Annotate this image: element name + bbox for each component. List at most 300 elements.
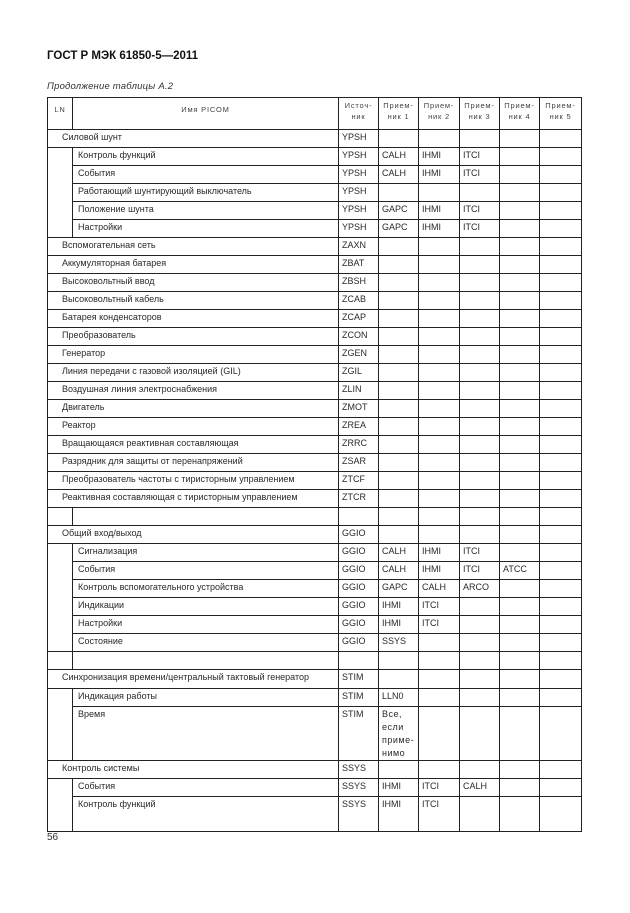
table-row <box>48 202 582 220</box>
picom-name: Время <box>73 707 339 761</box>
receiver-4-cell <box>500 166 540 184</box>
receiver-1-cell <box>379 526 419 544</box>
source-cell: SSYS <box>339 797 379 832</box>
receiver-5-cell <box>540 256 582 274</box>
receiver-2-cell <box>419 761 460 779</box>
receiver-4-cell <box>500 580 540 598</box>
picom-name: Контроль системы <box>48 761 339 779</box>
receiver-5-cell <box>540 616 582 634</box>
picom-name: Разрядник для защиты от перенапряжений <box>48 454 339 472</box>
table-row <box>48 346 582 364</box>
receiver-4-cell <box>500 544 540 562</box>
ln-cell <box>48 202 73 220</box>
receiver-1-cell <box>379 256 419 274</box>
receiver-3-cell <box>460 761 500 779</box>
source-cell: STIM <box>339 689 379 707</box>
receiver-4-cell <box>500 292 540 310</box>
table-row <box>48 364 582 382</box>
receiver-1-cell <box>379 328 419 346</box>
receiver-5-cell <box>540 779 582 797</box>
receiver-3-cell <box>460 652 500 670</box>
table-row <box>48 670 582 689</box>
receiver-2-cell <box>419 689 460 707</box>
receiver-1-cell: Все, если приме-нимо <box>379 707 419 761</box>
receiver-5-cell <box>540 472 582 490</box>
picom-name: Реактор <box>48 418 339 436</box>
receiver-2-cell <box>419 346 460 364</box>
table-row <box>48 616 582 634</box>
source-cell: ZSAR <box>339 454 379 472</box>
receiver-3-cell <box>460 310 500 328</box>
picom-name: Настройки <box>73 616 339 634</box>
receiver-5-cell <box>540 400 582 418</box>
table-row <box>48 274 582 292</box>
picom-name: Генератор <box>48 346 339 364</box>
receiver-4-cell <box>500 184 540 202</box>
receiver-1-cell <box>379 508 419 526</box>
receiver-2-cell <box>419 400 460 418</box>
ln-cell <box>48 508 73 526</box>
receiver-4-cell <box>500 202 540 220</box>
receiver-3-cell <box>460 472 500 490</box>
receiver-5-cell <box>540 689 582 707</box>
table-row <box>48 382 582 400</box>
receiver-4-cell <box>500 689 540 707</box>
picom-name: Контроль функций <box>73 797 339 832</box>
receiver-5-cell <box>540 490 582 508</box>
receiver-3-cell: ITCI <box>460 202 500 220</box>
receiver-3-cell: ITCI <box>460 148 500 166</box>
receiver-3-cell <box>460 707 500 761</box>
receiver-5-cell <box>540 364 582 382</box>
ln-cell <box>48 652 73 670</box>
receiver-2-cell <box>419 292 460 310</box>
table-row <box>48 238 582 256</box>
receiver-2-cell <box>419 310 460 328</box>
picom-name: Положение шунта <box>73 202 339 220</box>
receiver-1-cell: IHMI <box>379 779 419 797</box>
table-row <box>48 490 582 508</box>
receiver-3-cell <box>460 797 500 832</box>
picom-name: Индикации <box>73 598 339 616</box>
table-row <box>48 472 582 490</box>
receiver-1-cell <box>379 346 419 364</box>
receiver-3-cell <box>460 598 500 616</box>
receiver-1-cell <box>379 292 419 310</box>
receiver-5-cell <box>540 454 582 472</box>
receiver-2-cell <box>419 707 460 761</box>
picom-name: Состояние <box>73 634 339 652</box>
table-body <box>48 130 582 832</box>
source-cell: ZTCR <box>339 490 379 508</box>
ln-cell <box>48 166 73 184</box>
receiver-1-cell <box>379 761 419 779</box>
source-cell: ZBSH <box>339 274 379 292</box>
receiver-4-cell <box>500 238 540 256</box>
source-cell <box>339 652 379 670</box>
header-source: Источ-ник <box>339 98 379 130</box>
ln-cell <box>48 544 73 562</box>
header-receiver-1: Прием-ник 1 <box>379 98 419 130</box>
receiver-4-cell <box>500 310 540 328</box>
receiver-2-cell: IHMI <box>419 220 460 238</box>
table-row <box>48 526 582 544</box>
receiver-5-cell <box>540 544 582 562</box>
receiver-4-cell: ATCC <box>500 562 540 580</box>
receiver-3-cell <box>460 436 500 454</box>
receiver-4-cell <box>500 779 540 797</box>
receiver-3-cell <box>460 274 500 292</box>
receiver-3-cell <box>460 238 500 256</box>
receiver-4-cell <box>500 274 540 292</box>
picom-name: Высоковольтный кабель <box>48 292 339 310</box>
source-cell: STIM <box>339 670 379 689</box>
source-cell: ZGEN <box>339 346 379 364</box>
receiver-3-cell <box>460 454 500 472</box>
source-cell: GGIO <box>339 526 379 544</box>
receiver-4-cell <box>500 400 540 418</box>
ln-cell <box>48 562 73 580</box>
table-caption: Продолжение таблицы А.2 <box>47 81 174 92</box>
receiver-2-cell <box>419 508 460 526</box>
receiver-1-cell <box>379 130 419 148</box>
receiver-1-cell <box>379 238 419 256</box>
source-cell: YPSH <box>339 184 379 202</box>
source-cell: ZMOT <box>339 400 379 418</box>
picom-name: Реактивная составляющая с тиристорным управлением <box>48 490 339 508</box>
receiver-3-cell: ITCI <box>460 220 500 238</box>
receiver-3-cell: ARCO <box>460 580 500 598</box>
picom-name <box>73 652 339 670</box>
receiver-5-cell <box>540 148 582 166</box>
receiver-5-cell <box>540 761 582 779</box>
ln-cell <box>48 689 73 707</box>
receiver-5-cell <box>540 292 582 310</box>
source-cell: YPSH <box>339 148 379 166</box>
receiver-4-cell <box>500 634 540 652</box>
table-row <box>48 797 582 832</box>
picom-name: События <box>73 779 339 797</box>
ln-cell <box>48 184 73 202</box>
source-cell: YPSH <box>339 202 379 220</box>
receiver-1-cell: GAPC <box>379 580 419 598</box>
receiver-4-cell <box>500 526 540 544</box>
receiver-5-cell <box>540 130 582 148</box>
source-cell: ZCON <box>339 328 379 346</box>
source-cell: ZTCF <box>339 472 379 490</box>
receiver-3-cell <box>460 184 500 202</box>
receiver-1-cell: GAPC <box>379 220 419 238</box>
picom-name: События <box>73 166 339 184</box>
receiver-5-cell <box>540 310 582 328</box>
table-row <box>48 689 582 707</box>
picom-name: Преобразователь частоты с тиристорным управлением <box>48 472 339 490</box>
receiver-5-cell <box>540 418 582 436</box>
table-row <box>48 761 582 779</box>
receiver-1-cell: IHMI <box>379 797 419 832</box>
receiver-5-cell <box>540 436 582 454</box>
receiver-4-cell <box>500 797 540 832</box>
receiver-4-cell <box>500 382 540 400</box>
receiver-4-cell <box>500 490 540 508</box>
receiver-3-cell <box>460 382 500 400</box>
picom-name <box>73 508 339 526</box>
receiver-2-cell: IHMI <box>419 166 460 184</box>
table-row <box>48 130 582 148</box>
table-row <box>48 634 582 652</box>
table-row <box>48 166 582 184</box>
receiver-2-cell <box>419 238 460 256</box>
table-row <box>48 707 582 761</box>
header-receiver-5: Прием-ник 5 <box>540 98 582 130</box>
receiver-4-cell <box>500 707 540 761</box>
receiver-5-cell <box>540 184 582 202</box>
receiver-5-cell <box>540 346 582 364</box>
receiver-1-cell: IHMI <box>379 616 419 634</box>
picom-name: Настройки <box>73 220 339 238</box>
receiver-5-cell <box>540 220 582 238</box>
receiver-2-cell: IHMI <box>419 148 460 166</box>
receiver-4-cell <box>500 346 540 364</box>
receiver-3-cell <box>460 508 500 526</box>
receiver-3-cell <box>460 256 500 274</box>
table-row <box>48 418 582 436</box>
picom-name: Вспомогательная сеть <box>48 238 339 256</box>
receiver-4-cell <box>500 616 540 634</box>
receiver-2-cell: ITCI <box>419 598 460 616</box>
header-ln: LN <box>48 98 73 130</box>
receiver-3-cell <box>460 292 500 310</box>
receiver-5-cell <box>540 328 582 346</box>
receiver-3-cell <box>460 616 500 634</box>
source-cell: SSYS <box>339 779 379 797</box>
receiver-5-cell <box>540 634 582 652</box>
ln-cell <box>48 598 73 616</box>
ln-cell <box>48 707 73 761</box>
empty-row <box>48 508 582 526</box>
page-number: 56 <box>47 832 59 843</box>
receiver-2-cell: ITCI <box>419 616 460 634</box>
table-row <box>48 292 582 310</box>
table-row <box>48 436 582 454</box>
receiver-2-cell: IHMI <box>419 562 460 580</box>
receiver-4-cell <box>500 670 540 689</box>
receiver-4-cell <box>500 436 540 454</box>
picom-name: Работающий шунтирующий выключатель <box>73 184 339 202</box>
source-cell: ZLIN <box>339 382 379 400</box>
receiver-1-cell: CALH <box>379 148 419 166</box>
table-row <box>48 256 582 274</box>
header-receiver-4: Прием-ник 4 <box>500 98 540 130</box>
receiver-2-cell <box>419 490 460 508</box>
receiver-1-cell <box>379 490 419 508</box>
receiver-2-cell <box>419 652 460 670</box>
receiver-1-cell: CALH <box>379 166 419 184</box>
receiver-4-cell <box>500 130 540 148</box>
receiver-1-cell <box>379 310 419 328</box>
receiver-1-cell: IHMI <box>379 598 419 616</box>
picom-name: Силовой шунт <box>48 130 339 148</box>
receiver-1-cell <box>379 364 419 382</box>
receiver-2-cell <box>419 454 460 472</box>
source-cell: GGIO <box>339 562 379 580</box>
receiver-2-cell <box>419 364 460 382</box>
table-row <box>48 562 582 580</box>
ln-cell <box>48 797 73 832</box>
receiver-2-cell: ITCI <box>419 797 460 832</box>
receiver-3-cell <box>460 130 500 148</box>
receiver-3-cell <box>460 526 500 544</box>
source-cell: ZGIL <box>339 364 379 382</box>
table-row <box>48 220 582 238</box>
picom-name: Аккумуляторная батарея <box>48 256 339 274</box>
receiver-1-cell: LLN0 <box>379 689 419 707</box>
receiver-5-cell <box>540 526 582 544</box>
receiver-3-cell <box>460 689 500 707</box>
receiver-5-cell <box>540 670 582 689</box>
receiver-1-cell <box>379 472 419 490</box>
receiver-1-cell <box>379 400 419 418</box>
receiver-2-cell: IHMI <box>419 544 460 562</box>
picom-name: Общий вход/выход <box>48 526 339 544</box>
source-cell: YPSH <box>339 166 379 184</box>
picom-name: Вращающаяся реактивная составляющая <box>48 436 339 454</box>
receiver-5-cell <box>540 274 582 292</box>
source-cell: ZRRC <box>339 436 379 454</box>
document-header: ГОСТ Р МЭК 61850-5—2011 <box>47 50 199 62</box>
receiver-2-cell: IHMI <box>419 202 460 220</box>
receiver-3-cell <box>460 418 500 436</box>
receiver-2-cell <box>419 472 460 490</box>
source-cell: YPSH <box>339 220 379 238</box>
receiver-5-cell <box>540 652 582 670</box>
receiver-1-cell: CALH <box>379 562 419 580</box>
receiver-1-cell: SSYS <box>379 634 419 652</box>
receiver-4-cell <box>500 418 540 436</box>
table-header-row <box>48 98 582 130</box>
table-row <box>48 310 582 328</box>
receiver-4-cell <box>500 328 540 346</box>
receiver-4-cell <box>500 472 540 490</box>
picom-name: Преобразователь <box>48 328 339 346</box>
source-cell: STIM <box>339 707 379 761</box>
receiver-4-cell <box>500 220 540 238</box>
source-cell: ZCAB <box>339 292 379 310</box>
receiver-1-cell: CALH <box>379 544 419 562</box>
receiver-5-cell <box>540 580 582 598</box>
picom-name: Индикация работы <box>73 689 339 707</box>
picom-table <box>47 97 582 832</box>
receiver-1-cell <box>379 436 419 454</box>
table-row <box>48 184 582 202</box>
source-cell: SSYS <box>339 761 379 779</box>
receiver-2-cell <box>419 670 460 689</box>
source-cell: GGIO <box>339 634 379 652</box>
table-row <box>48 544 582 562</box>
header-receiver-2: Прием-ник 2 <box>419 98 460 130</box>
picom-name: Батарея конденсаторов <box>48 310 339 328</box>
receiver-2-cell <box>419 328 460 346</box>
source-cell: ZBAT <box>339 256 379 274</box>
receiver-2-cell <box>419 526 460 544</box>
receiver-1-cell <box>379 184 419 202</box>
receiver-2-cell <box>419 130 460 148</box>
source-cell: YPSH <box>339 130 379 148</box>
receiver-3-cell <box>460 346 500 364</box>
receiver-3-cell <box>460 634 500 652</box>
receiver-4-cell <box>500 652 540 670</box>
receiver-2-cell: CALH <box>419 580 460 598</box>
receiver-2-cell <box>419 382 460 400</box>
receiver-5-cell <box>540 508 582 526</box>
receiver-5-cell <box>540 598 582 616</box>
ln-cell <box>48 779 73 797</box>
receiver-5-cell <box>540 797 582 832</box>
source-cell: GGIO <box>339 544 379 562</box>
source-cell <box>339 508 379 526</box>
receiver-5-cell <box>540 202 582 220</box>
picom-name: Высоковольтный ввод <box>48 274 339 292</box>
receiver-5-cell <box>540 166 582 184</box>
receiver-1-cell <box>379 454 419 472</box>
receiver-3-cell: ITCI <box>460 166 500 184</box>
receiver-5-cell <box>540 707 582 761</box>
table-row <box>48 779 582 797</box>
ln-cell <box>48 148 73 166</box>
picom-name: Синхронизация времени/центральный тактовый генератор <box>48 670 339 689</box>
receiver-5-cell <box>540 238 582 256</box>
receiver-2-cell <box>419 418 460 436</box>
receiver-1-cell <box>379 382 419 400</box>
receiver-2-cell <box>419 184 460 202</box>
receiver-3-cell: ITCI <box>460 544 500 562</box>
receiver-5-cell <box>540 382 582 400</box>
table-row <box>48 328 582 346</box>
ln-cell <box>48 580 73 598</box>
receiver-4-cell <box>500 598 540 616</box>
receiver-3-cell <box>460 670 500 689</box>
ln-cell <box>48 616 73 634</box>
table-row <box>48 454 582 472</box>
picom-name: Сигнализация <box>73 544 339 562</box>
picom-name: Контроль вспомогательного устройства <box>73 580 339 598</box>
source-cell: GGIO <box>339 616 379 634</box>
table-row <box>48 148 582 166</box>
receiver-2-cell <box>419 436 460 454</box>
table-row <box>48 400 582 418</box>
source-cell: GGIO <box>339 580 379 598</box>
receiver-4-cell <box>500 761 540 779</box>
receiver-2-cell <box>419 256 460 274</box>
receiver-2-cell <box>419 274 460 292</box>
receiver-2-cell: ITCI <box>419 779 460 797</box>
receiver-1-cell: GAPC <box>379 202 419 220</box>
receiver-1-cell <box>379 652 419 670</box>
receiver-5-cell <box>540 562 582 580</box>
receiver-4-cell <box>500 454 540 472</box>
ln-cell <box>48 634 73 652</box>
source-cell: ZAXN <box>339 238 379 256</box>
receiver-1-cell <box>379 670 419 689</box>
receiver-3-cell: ITCI <box>460 562 500 580</box>
receiver-4-cell <box>500 508 540 526</box>
receiver-3-cell <box>460 490 500 508</box>
receiver-4-cell <box>500 364 540 382</box>
receiver-3-cell: CALH <box>460 779 500 797</box>
receiver-3-cell <box>460 328 500 346</box>
header-picom-name: Имя PICOM <box>73 98 339 130</box>
table-row <box>48 580 582 598</box>
